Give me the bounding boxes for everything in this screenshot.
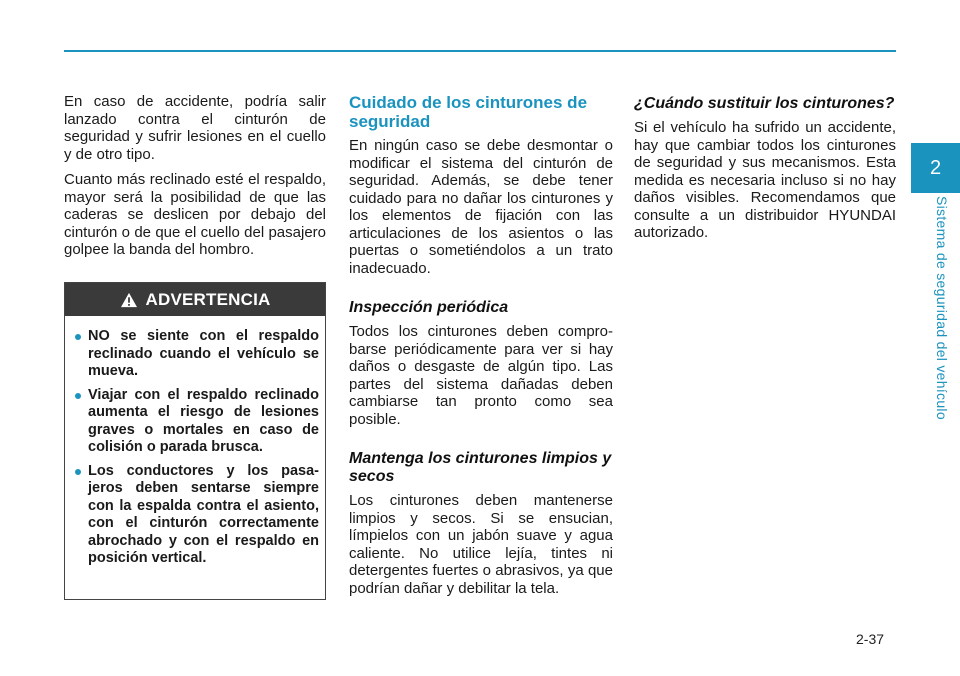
paragraph: Todos los cinturones deben compro- barse periódicamente para ver si hay daños o desgaste de algún tipo. Las partes del sistema dañadas deben cambiarse tan pronto como sea posible. <box>349 323 613 428</box>
chapter-tab: 2 <box>911 143 960 193</box>
top-divider <box>64 50 896 52</box>
paragraph: Si el vehículo ha sufrido un accidente, hay que cambiar todos los cinturones de seguridad y sus mecanismos. Esta medida es necesaria incluso si no hay daños visibles. Recomendamos que consulte a un distribuidor HYUNDAI autorizado. <box>634 119 896 241</box>
paragraph: Los cinturones deben mantenerse limpios y secos. Si se ensucian, límpielos con un jabón suave y agua caliente. No utilice lejía, tintes ni detergentes fuertes o abrasivos, ya que podrían dañar y debilitar la tela. <box>349 492 613 597</box>
warning-item: Viajar con el respaldo reclinado aumenta el riesgo de lesiones graves o mortales en caso de colisión o parada brusca. <box>75 387 319 457</box>
paragraph: En caso de accidente, podría salir lanzado contra el cinturón de seguridad y sufrir lesiones en el cuello y de otro tipo. <box>64 93 326 163</box>
section-heading: Cuidado de los cinturones de seguridad <box>349 93 588 131</box>
paragraph: En ningún caso se debe desmontar o modificar el sistema del cinturón de seguridad. Además, se debe tener cuidado para no dañar los cinturones y los elementos de fijación con las articulaciones de los asientos o las puertas o sometiéndolos a un trato inadecuado. <box>349 137 613 277</box>
warning-list <box>65 316 325 568</box>
paragraph: Cuanto más reclinado esté el respaldo, mayor será la posibilidad de que las caderas se deslicen por debajo del cinturón o de que el cuello del pasajero golpee la banda del hombro. <box>64 171 326 258</box>
warning-item: Los conductores y los pasa- jeros deben sentarse siempre con la espalda contra el asiento, con el cinturón correctamente abrochado y con el respaldo en posición vertical. <box>75 463 319 568</box>
chapter-title: Sistema de seguridad del vehículo <box>934 196 950 420</box>
column-middle <box>349 93 613 605</box>
subheading: Mantenga los cinturones limpios y secos <box>349 450 612 485</box>
warning-item: NO se siente con el respaldo reclinado cuando el vehículo se mueva. <box>75 328 319 381</box>
warning-header <box>65 283 325 316</box>
warning-box <box>64 282 326 600</box>
column-left <box>64 93 326 267</box>
column-right <box>634 93 896 250</box>
subheading: Inspección periódica <box>349 299 509 316</box>
warning-triangle-icon <box>120 292 138 308</box>
subheading: ¿Cuándo sustituir los cinturones? <box>634 95 895 112</box>
page-number: 2-37 <box>856 631 885 647</box>
warning-title: ADVERTENCIA <box>145 289 271 309</box>
